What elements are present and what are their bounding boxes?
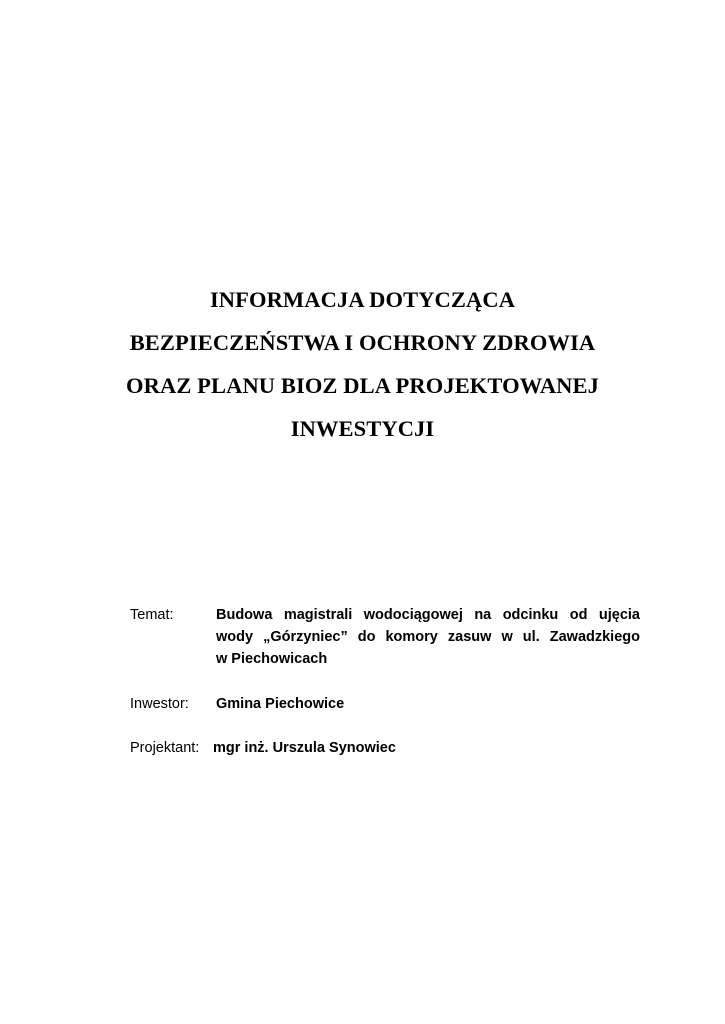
title-line-1: INFORMACJA DOTYCZĄCA [209, 287, 516, 312]
document-title [0, 278, 725, 450]
topic-value [216, 604, 640, 670]
title-line-2: BEZPIECZEŃSTWA I OCHRONY ZDROWIA [129, 330, 596, 355]
designer-label: Projektant: [130, 740, 200, 756]
topic-line-3: w Piechowicach [216, 651, 328, 667]
topic-label: Temat: [130, 607, 174, 623]
designer-value: mgr inż. Urszula Synowiec [213, 740, 396, 756]
topic-line-2: wody „Górzyniec” do komory zasuw w ul. Zawadzkiego [216, 629, 640, 645]
title-line-3: ORAZ PLANU BIOZ DLA PROJEKTOWANEJ [126, 373, 599, 398]
title-line-4: INWESTYCJI [290, 416, 435, 441]
topic-line-1: Budowa magistrali wodociągowej na odcinku od ujęcia [216, 607, 640, 623]
investor-value: Gmina Piechowice [216, 696, 345, 712]
investor-label: Inwestor: [130, 696, 189, 712]
